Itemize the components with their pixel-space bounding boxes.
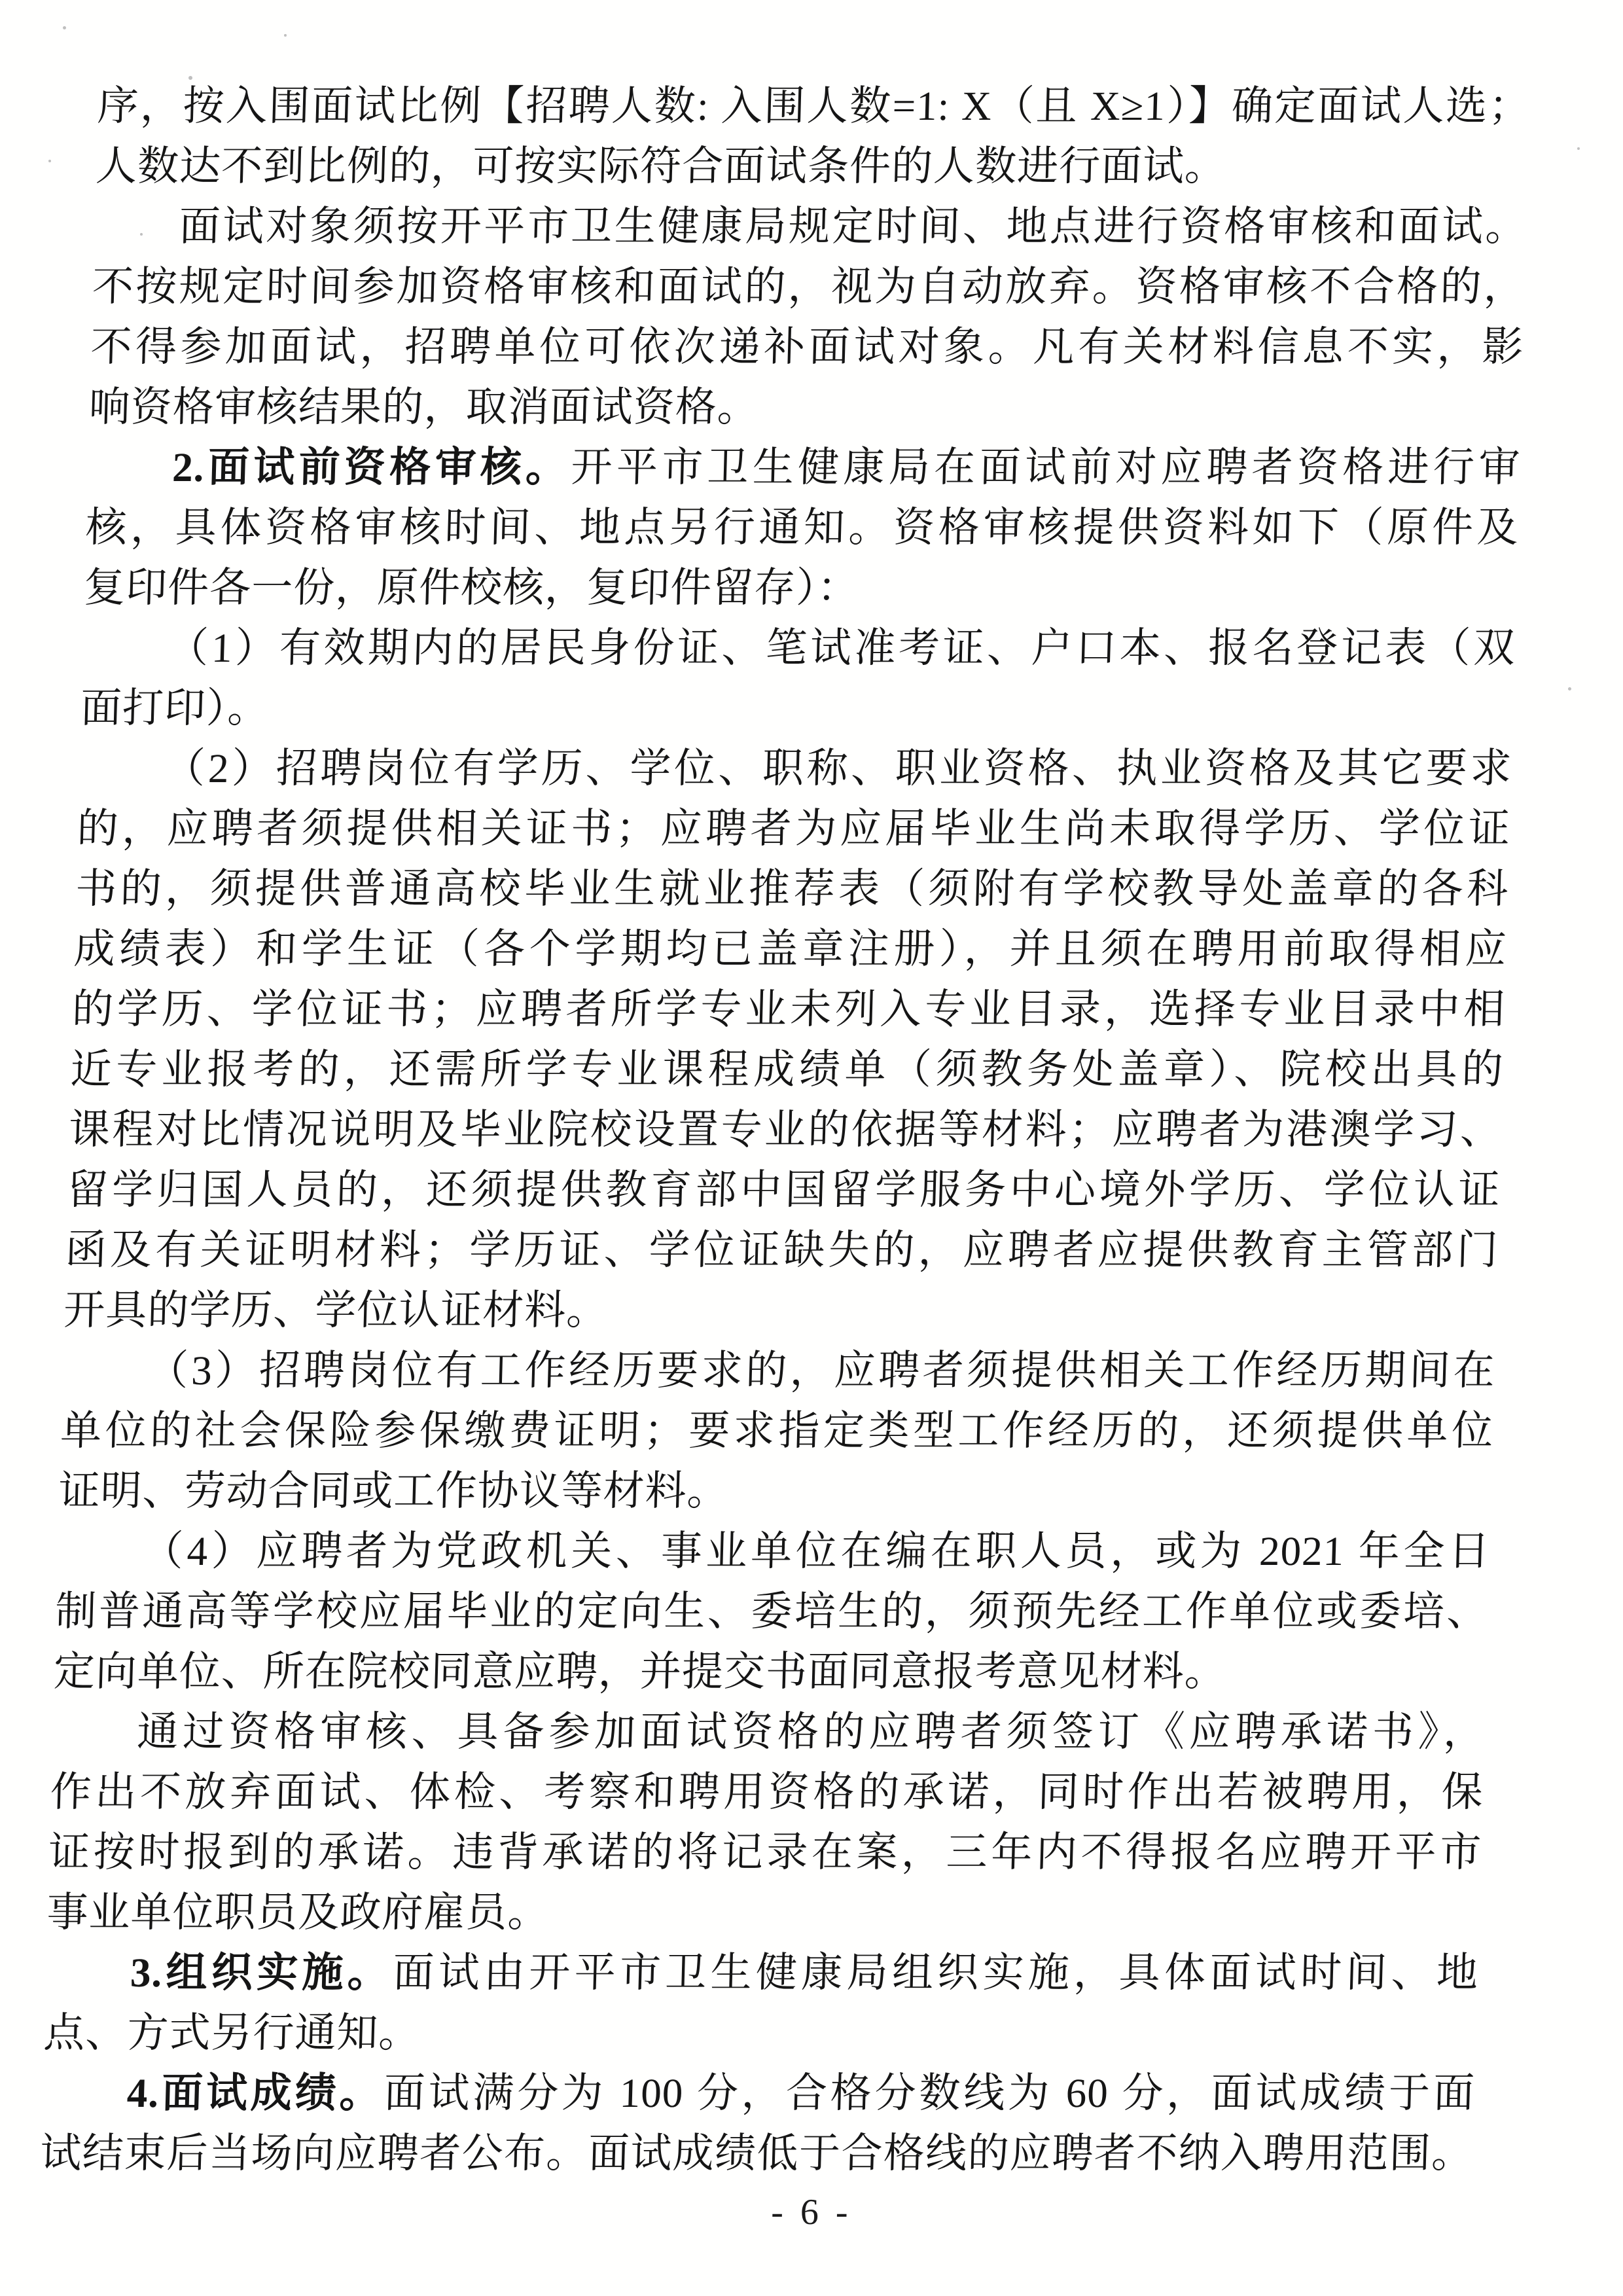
text-line <box>90 317 1525 377</box>
text-run: 不得参加面试，招聘单位可依次递补面试对象。凡有关材料信息不实，影 <box>90 324 1525 370</box>
text-line <box>46 1882 1481 1943</box>
text-line <box>53 1641 1488 1702</box>
text-line <box>83 558 1518 618</box>
text-line <box>58 1461 1493 1521</box>
text-line <box>77 798 1512 859</box>
text-line <box>49 1762 1484 1822</box>
text-line <box>45 1943 1480 2003</box>
scan-artifact <box>63 26 66 29</box>
text-run: 近专业报考的，还需所学专业课程成绩单（须教务处盖章）、院校出具的 <box>69 1047 1505 1092</box>
text-line <box>61 1340 1496 1401</box>
text-run: 不按规定时间参加资格审核和面试的，视为自动放弃。资格审核不合格的， <box>92 264 1526 310</box>
document-lines <box>39 76 1531 2183</box>
text-run: 书的，须提供普通高校毕业生就业推荐表（须附有学校教导处盖章的各科 <box>75 866 1510 912</box>
text-line <box>39 2123 1474 2183</box>
text-run: 面试由开平市卫生健康局组织实施，具体面试时间、地 <box>392 1950 1480 1996</box>
text-line <box>65 1220 1500 1280</box>
text-run: 证明、劳动合同或工作协议等材料。 <box>58 1468 730 1514</box>
scan-artifact <box>48 160 51 162</box>
text-run: 序，按入围面试比例【招聘人数: 入围人数=1: X（且 X≥1）】确定面试人选； <box>96 83 1531 129</box>
text-line <box>51 1702 1486 1762</box>
scan-artifact <box>1568 687 1571 691</box>
text-line <box>69 1039 1505 1100</box>
text-line <box>84 497 1520 558</box>
page-number: - 6 - <box>770 2192 853 2233</box>
text-run: 函及有关证明材料；学历证、学位证缺失的，应聘者应提供教育主管部门 <box>64 1227 1499 1273</box>
text-run: （2）招聘岗位有学历、学位、职称、职业资格、执业资格及其它要求 <box>163 745 1513 791</box>
text-line <box>66 1160 1501 1220</box>
text-line <box>54 1581 1489 1641</box>
text-run: 人数达不到比例的，可按实际符合面试条件的人数进行面试。 <box>95 143 1228 189</box>
text-line <box>80 678 1515 738</box>
text-line <box>68 1100 1503 1160</box>
text-run: （4）应聘者为党政机关、事业单位在编在职人员，或为 2021 年全日 <box>141 1528 1491 1574</box>
text-run: 作出不放弃面试、体检、考察和聘用资格的承诺，同时作出若被聘用，保 <box>49 1769 1484 1815</box>
text-run: 试结束后当场向应聘者公布。面试成绩低于合格线的应聘者不纳入聘用范围。 <box>39 2130 1474 2176</box>
text-run: 的学历、学位证书；应聘者所学专业未列入专业目录，选择专业目录中相 <box>71 986 1507 1032</box>
text-line <box>48 1822 1483 1882</box>
text-line <box>71 979 1507 1039</box>
text-line <box>63 1280 1498 1340</box>
text-run: 课程对比情况说明及毕业院校设置专业的依据等材料；应聘者为港澳学习、 <box>68 1107 1503 1153</box>
bold-text-run: 2.面试前资格审核。 <box>171 444 572 490</box>
text-run: 点、方式另行通知。 <box>43 2010 421 2056</box>
text-line <box>81 618 1516 678</box>
text-run: 定向单位、所在院校同意应聘，并提交书面同意报考意见材料。 <box>52 1649 1227 1695</box>
text-run: 留学归国人员的，还须提供教育部中国留学服务中心境外学历、学位认证 <box>66 1167 1501 1213</box>
text-line <box>41 2063 1476 2123</box>
text-run: 成绩表）和学生证（各个学期均已盖章注册），并且须在聘用前取得相应 <box>73 926 1508 972</box>
text-line <box>86 437 1522 497</box>
text-run: 面试对象须按开平市卫生健康局规定时间、地点进行资格审核和面试。 <box>178 204 1528 249</box>
text-run: 响资格审核结果的，取消面试资格。 <box>88 384 760 430</box>
bold-text-run: 4.面试成绩。 <box>126 2070 385 2116</box>
text-line <box>92 257 1527 317</box>
text-line <box>56 1521 1491 1581</box>
text-line <box>93 196 1528 257</box>
text-run: 单位的社会保险参保缴费证明；要求指定类型工作经历的，还须提供单位 <box>60 1408 1495 1454</box>
text-line <box>78 738 1513 798</box>
text-run: 开平市卫生健康局在面试前对应聘者资格进行审 <box>570 444 1522 490</box>
text-line <box>60 1401 1495 1461</box>
text-run: 通过资格审核、具备参加面试资格的应聘者须签订《应聘承诺书》， <box>136 1709 1486 1755</box>
text-line <box>96 76 1531 136</box>
text-line <box>95 136 1530 196</box>
text-run: 事业单位职员及政府雇员。 <box>46 1890 550 1935</box>
text-run: 复印件各一份，原件校核，复印件留存）： <box>83 565 860 611</box>
text-run: 的，应聘者须提供相关证书；应聘者为应届毕业生尚未取得学历、学位证 <box>76 806 1511 852</box>
text-line <box>73 919 1508 979</box>
bold-text-run: 3.组织实施。 <box>130 1950 394 1996</box>
text-run: （1）有效期内的居民身份证、笔试准考证、户口本、报名登记表（双 <box>166 625 1516 671</box>
text-line <box>88 377 1524 437</box>
text-run: 制普通高等学校应届毕业的定向生、委培生的，须预先经工作单位或委培、 <box>54 1588 1489 1634</box>
text-line <box>43 2003 1478 2063</box>
text-run: 面试满分为 100 分，合格分数线为 60 分，面试成绩于面 <box>383 2070 1476 2116</box>
text-run: 开具的学历、学位认证材料。 <box>63 1287 609 1333</box>
scan-artifact <box>284 34 287 37</box>
text-run: 证按时报到的承诺。违背承诺的将记录在案，三年内不得报名应聘开平市 <box>48 1829 1483 1875</box>
text-run: 核，具体资格审核时间、地点另行通知。资格审核提供资料如下（原件及 <box>84 505 1520 550</box>
text-line <box>75 859 1510 919</box>
text-run: （3）招聘岗位有工作经历要求的，应聘者须提供相关工作经历期间在 <box>146 1348 1496 1393</box>
text-run: 面打印）。 <box>80 685 270 731</box>
scan-artifact <box>1577 147 1580 150</box>
